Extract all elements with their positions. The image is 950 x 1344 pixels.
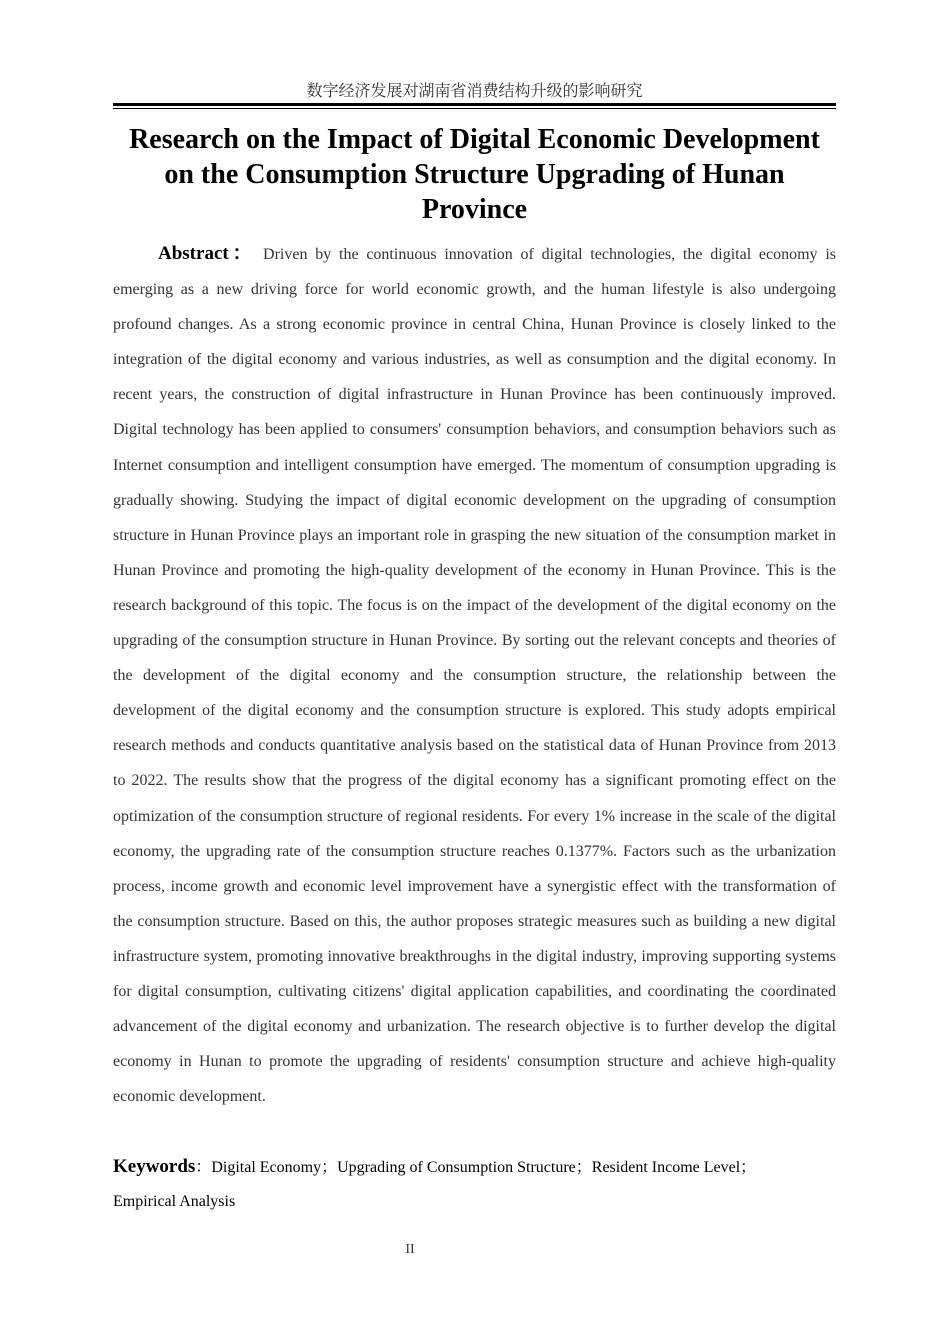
keyword-item: Digital Economy； bbox=[211, 1159, 338, 1176]
abstract-label: Abstract： bbox=[158, 243, 256, 264]
keyword-item: Upgrading of Consumption Structure； bbox=[337, 1159, 592, 1176]
header-rule-thick bbox=[113, 103, 836, 106]
abstract-paragraph bbox=[113, 236, 836, 1114]
page-number: II bbox=[405, 1242, 415, 1257]
running-header: 数字经济发展对湖南省消费结构升级的影响研究 bbox=[306, 81, 643, 100]
keywords-separator: ： bbox=[195, 1159, 212, 1176]
document-title: Research on the Impact of Digital Economic Development on the Consumption Structure Upgrading of Hunan Province bbox=[129, 124, 820, 225]
keywords-paragraph bbox=[113, 1150, 836, 1219]
header-rule-thin bbox=[113, 108, 836, 109]
abstract-text: Driven by the continuous innovation of digital technologies, the digital economy is emerging as a new driving force for world economic growth, and the human lifestyle is also undergoing profound changes. As a strong economic province in central China, Hunan Province is closely linked to the integration of the digital economy and various industries, as well as consumption and the digital economy. In recent years, the construction of digital infrastructure in Hunan Province has been continuously improved. Digital technology has been applied to consumers' consumption behaviors, and consumption behaviors such as Internet consumption and intelligent consumption have emerged. The momentum of consumption upgrading is gradually showing. Studying the impact of digital economic development on the upgrading of consumption structure in Hunan Province plays an important role in grasping the new situation of the consumption market in Hunan Province and promoting the high-quality development of the economy in Hunan Province. This is the research background of this topic. The focus is on the impact of the development of the digital economy on the upgrading of the consumption structure in Hunan Province. By sorting out the relevant concepts and theories of the development of the digital economy and the consumption structure, the relationship between the development of the digital economy and the consumption structure is explored. This study adopts empirical research methods and conducts quantitative analysis based on the statistical data of Hunan Province from 2013 to 2022. The results show that the progress of the digital economy has a significant promoting effect on the optimization of the consumption structure of regional residents. For every 1% increase in the scale of the digital economy, the upgrading rate of the consumption structure reaches 0.1377%. Factors such as the urbanization process, income growth and economic level improvement have a synergistic effect with the transformation of the consumption structure. Based on this, the author proposes strategic measures such as building a new digital infrastructure system, promoting innovative breakthroughs in the digital industry, improving supporting systems for digital consumption, cultivating citizens' digital application capabilities, and coordinating the coordinated advancement of the digital economy and urbanization. The research objective is to further develop the digital economy in Hunan to promote the upgrading of residents' consumption structure and achieve high-quality economic development. bbox=[113, 246, 836, 1106]
keyword-item: Resident Income Level； bbox=[591, 1159, 757, 1176]
keywords-label: Keywords bbox=[113, 1156, 196, 1177]
keyword-item: Empirical Analysis bbox=[113, 1193, 236, 1210]
